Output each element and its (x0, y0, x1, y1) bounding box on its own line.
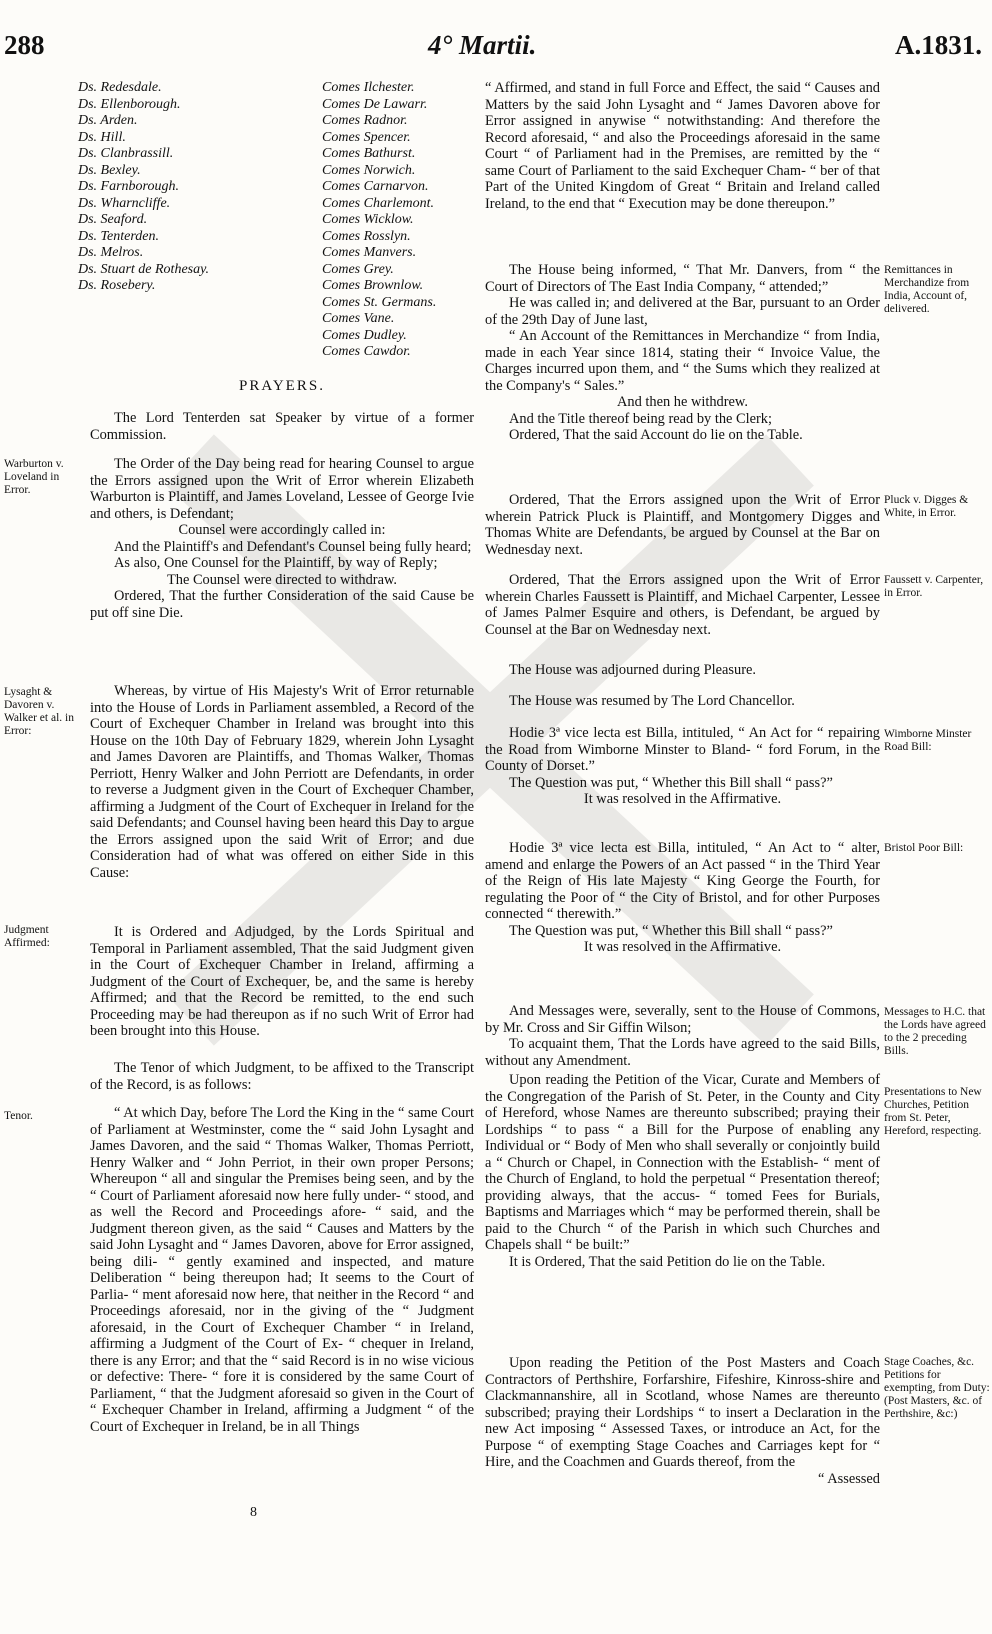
order-of-day: The Order of the Day being read for hearing Counsel to argue the Errors assigned upon the Writ of Error wherein Elizabeth Warburton is Plaintiff, and James Loveland, Lessee of George Ivie and others, is Defendant; (90, 456, 474, 522)
list-item: Ds. Clanbrassill. (78, 146, 174, 161)
vicar-petition (485, 1072, 880, 1270)
margin-warburton: Warburton v. Loveland in Error. (4, 458, 64, 496)
list-item: Ds. Wharncliffe. (78, 195, 171, 211)
list-item: Comes Cawdor. (322, 344, 411, 359)
speaker-text: The Lord Tenterden sat Speaker by virtue of a former Commission. (90, 410, 474, 443)
margin-tenor: Tenor. (4, 1110, 33, 1122)
bristol-text: Hodie 3ª vice lecta est Billa, intituled, “ An Act to “ alter, amend and enlarge the Powers of an Act passed “ in the Third Year of the Reign of His late Majesty “ King George the Fourth, for regulating the Poor of “ the City of Bristol, and for other Purposes connected “ therewith.” (485, 840, 880, 922)
list-item: Comes Grey. (322, 261, 394, 277)
list-item: Ds. Bexley. (78, 162, 141, 178)
danvers-entry (485, 262, 880, 444)
judgment-affirmed (90, 924, 474, 1040)
list-item: Ds. Farnborough. (78, 179, 179, 194)
question-put: The Question was put, “ Whether this Bill shall “ pass?” (509, 922, 833, 939)
withdrew: And then he withdrew. (617, 394, 748, 410)
catchword: “ Assessed (818, 1470, 880, 1487)
page-number: 288 (4, 30, 45, 60)
account-title: “ An Account of the Remittances in Merchandize “ from India, made in each Year since 1814, stating their “ Invoice Value, the Charges incurred upon them, and “ the Sums which they realized at the Company's “ Sales.” (485, 328, 880, 394)
margin-stage-coaches: Stage Coaches, &c. Petitions for exempting, from Duty: (Post Masters, &c. of Perthshire, &c:) (884, 1356, 990, 1420)
tenor-continued (485, 80, 880, 212)
margin-judgment: Judgment Affirmed: (4, 924, 50, 949)
adjourned-text: The House was adjourned during Pleasure. (509, 662, 756, 678)
list-item: Comes Brownlow. (322, 278, 424, 293)
adjourned (485, 662, 880, 679)
list-item: Comes Charlemont. (322, 195, 434, 211)
bristol-bill (485, 840, 880, 956)
whereas-text: Whereas, by virtue of His Majesty's Writ of Error returnable into the House of Lords in Parliament assembled, a Record of the Court of Exchequer Chamber in Ireland was brought into this House on the 10th Day of February 1829, wherein John Lysaght and James Davoren are Plaintiffs, and Thomas Walker, Thomas Perriott, Henry Walker and John Perriott are Defendants, in order to reverse a Judgment given in the Court of Exchequer Chamber, affirming a Judgment of the Court of Exchequer in Ireland for the said Defendants; and Counsel having been heard this Day to argue the Errors assigned upon the said Writ of Error; and due Consideration had of what was offered on either Side in this Cause: (90, 683, 474, 881)
list-item: Comes De Lawarr. (322, 96, 428, 112)
tenor-text (90, 1105, 474, 1435)
list-item: Comes Spencer. (322, 129, 411, 145)
faussett-order (485, 572, 880, 638)
list-item: Comes Bathurst. (322, 146, 416, 161)
vicar-text: Upon reading the Petition of the Vicar, Curate and Members of the Congregation of the Parish of St. Peter, in the County and City of Hereford, whose Names are thereunto subscribed; praying their Lordships “ to pass “ a Bill for the Purpose of enabling any Individual or “ Body of Men who shall severally or conjointly build a “ Church or Chapel, in Connection with the Establish- “ ment of the Church of England, to hold the perpetual “ Presentation thereof; providing always, that the accus- “ tomed Fees for Burials, Baptisms and Marriages which “ may be performed therein, shall be paid to the Church “ of the Parish in which such Churches and Chapels shall “ be built:” (485, 1072, 880, 1253)
acquaint-text: To acquaint them, That the Lords have agreed to the said Bills, without any Amendment. (485, 1036, 880, 1069)
postmasters-petition (485, 1355, 880, 1487)
list-item: Ds. Rosebery. (78, 278, 156, 293)
header-year: A.1831. (895, 30, 982, 60)
pluck-text: Ordered, That the Errors assigned upon the Writ of Error wherein Patrick Pluck is Plaintiff, and Montgomery Digges and Thomas White are Defendants, be argued by Counsel at the Bar on Wednesday next. (485, 492, 880, 558)
resumed-text: The House was resumed by The Lord Chancellor. (509, 693, 795, 709)
account-lie-table: Ordered, That the said Account do lie on the Table. (509, 427, 803, 443)
margin-lysaght: Lysaght & Davoren v. Walker et al. in Error: (4, 686, 74, 737)
list-item: Comes Wicklow. (322, 212, 414, 227)
margin-presentations: Presentations to New Churches, Petition from St. Peter, Hereford, respecting. (884, 1086, 982, 1137)
list-item: Comes Radnor. (322, 113, 408, 128)
resumed (485, 693, 880, 710)
list-item: Comes Norwich. (322, 162, 416, 178)
sine-die-order: Ordered, That the further Consideration of the said Cause be put off sine Die. (90, 588, 474, 621)
margin-remittances: Remittances in Merchandize from India, Account of, delivered. (884, 264, 970, 315)
tenor-body: “ At which Day, before The Lord the King in the “ same Court of Parliament at Westminster, come the “ said John Lysaght and James Davoren, and the said “ Thomas Walker, Thomas Perriott, Henry Walker and “ John Perriot, in their own proper Persons; Whereupon “ all and singular the Premises being seen, and by the “ Court of Parliament aforesaid now here fully under- “ stood, and as well the Record and Proceedings afore- “ said, and the Judgment thereon given, as the said “ Causes and Matters by the said John Lysaght and “ James Davoren, above for Error assigned, being dili- “ gently examined and inspected, and mature Deliberation “ being thereupon had; It seems to the Court of Parlia- “ ment aforesaid now here, that neither in the Record “ and Proceedings aforesaid, nor in the giving of the “ Judgment aforesaid, in the Court of Exchequer Chamber “ in Ireland, affirming a Judgment of the Court of Ex- “ chequer in Ireland, there is any Error; and that the “ said Record is in no wise vicious or defective: There- “ fore it is considered by the same Court of Parliament, “ that the Judgment aforesaid so given in the Court of “ Exchequer Chamber in Ireland, affirming a Judgment “ of the Court of Exchequer in Ireland, be in all Things (90, 1105, 474, 1435)
messages-entry (485, 1003, 880, 1069)
list-item: Ds. Redesdale. (78, 80, 162, 95)
pluck-order (485, 492, 880, 558)
tenor-intro (90, 1060, 474, 1093)
question-put: The Question was put, “ Whether this Bill shall “ pass?” (509, 774, 833, 791)
danvers-informed: The House being informed, “ That Mr. Danvers, from “ the Court of Directors of The East India Company, “ attended;” (485, 262, 880, 295)
faussett-text: Ordered, That the Errors assigned upon the Writ of Error wherein Charles Faussett is Plaintiff, and Michael Carpenter, Lessee of James Palmer Esquire and others, is Defendant, be argued by Counsel at the Bar on Wednesday next. (485, 572, 880, 638)
barons-list (78, 80, 308, 295)
earls-list (322, 80, 492, 361)
tenor-intro-text: The Tenor of which Judgment, to be affixed to the Transcript of the Record, is as follows: (90, 1060, 474, 1093)
messages-text: And Messages were, severally, sent to the House of Commons, by Mr. Cross and Sir Giffin Wilson; (485, 1003, 880, 1036)
prayers-heading: PRAYERS. (239, 378, 325, 394)
list-item: Comes Vane. (322, 311, 395, 326)
list-item: Ds. Hill. (78, 129, 126, 145)
list-item: Ds. Arden. (78, 113, 138, 128)
tenor-continued-text: “ Affirmed, and stand in full Force and Effect, the said “ Causes and Matters by the said John Lysaght and “ James Davoren above for Error assigned in anywise “ notwithstanding: And therefore the Record aforesaid, “ and also the Proceedings aforesaid in the same Court “ of Parliament had in the Premises, are remitted by the “ same Court of Parliament to the said Exchequer Cham- “ ber of that Part of the United Kingdom of Great “ Britain and Ireland called Ireland, to the end that “ Execution may be done thereupon.” (485, 80, 880, 212)
counsel-called: Counsel were accordingly called in: (178, 522, 386, 538)
adjudged-text: It is Ordered and Adjudged, by the Lords Spiritual and Temporal in Parliament assembled, That the said Judgment given in the Court of Exchequer Chamber in Ireland, affirming a Judgment of the Court of Exchequer, be, and the same is hereby Affirmed; and that the Record be remitted, to the end such Proceeding may be had thereupon as if no such Writ of Error had been brought into this House. (90, 924, 474, 1039)
wimborne-text: Hodie 3ª vice lecta est Billa, intituled, “ An Act for “ repairing the Road from Wimborne Minster to Bland- “ ford Forum, in the County of Dorset.” (485, 725, 880, 774)
list-item: Ds. Seaford. (78, 212, 148, 227)
counsel-withdraw: The Counsel were directed to withdraw. (166, 571, 398, 588)
list-item: Comes Carnarvon. (322, 179, 429, 194)
margin-pluck: Pluck v. Digges & White, in Error. (884, 494, 969, 519)
counsel-heard: And the Plaintiff's and Defendant's Counsel being fully heard; (114, 538, 472, 555)
called-in: He was called in; and delivered at the Bar, pursuant to an Order of the 29th Day of June last, (485, 295, 880, 328)
list-item: Comes Dudley. (322, 327, 407, 343)
resolved: It was resolved in the Affirmative. (583, 791, 782, 807)
margin-messages: Messages to H.C. that the Lords have agreed to the 2 preceding Bills. (884, 1006, 986, 1057)
list-item: Comes St. Germans. (322, 294, 437, 310)
list-item: Ds. Stuart de Rothesay. (78, 261, 210, 277)
counsel-reply: As also, One Counsel for the Plaintiff, by way of Reply; (114, 555, 438, 571)
signature-mark: 8 (250, 1505, 257, 1520)
list-item: Comes Ilchester. (322, 80, 415, 95)
margin-wimborne: Wimborne Minster Road Bill: (884, 728, 972, 753)
margin-faussett: Faussett v. Carpenter, in Error. (884, 574, 984, 599)
list-item: Comes Rosslyn. (322, 228, 411, 244)
postmasters-text: Upon reading the Petition of the Post Masters and Coach Contractors of Perthshire, Forfarshire, Fifeshire, Kinross-shire and Clackmannanshire, all in Scotland, whose Names are thereunto subscribed; praying their Lordships “ to insert a Declaration in the new Act imposing “ Assessed Taxes, or introduce an Act, for the Purpose “ of exempting Stage Coaches and Carriages kept for “ Hire, and the Coachmen and Guards thereof, from the (485, 1355, 880, 1470)
resolved: It was resolved in the Affirmative. (583, 939, 782, 955)
warburton-entry (90, 456, 474, 621)
lysaght-whereas (90, 683, 474, 881)
speaker-note (90, 410, 474, 443)
page-header (0, 30, 992, 70)
list-item: Ds. Tenterden. (78, 228, 160, 244)
petition-lie: It is Ordered, That the said Petition do lie on the Table. (509, 1253, 826, 1270)
title-read: And the Title thereof being read by the Clerk; (509, 410, 772, 427)
list-item: Ds. Melros. (78, 245, 144, 260)
margin-bristol: Bristol Poor Bill: (884, 842, 964, 854)
wimborne-bill (485, 725, 880, 808)
list-item: Comes Manvers. (322, 245, 417, 260)
header-date: 4° Martii. (428, 30, 537, 60)
list-item: Ds. Ellenborough. (78, 96, 181, 112)
